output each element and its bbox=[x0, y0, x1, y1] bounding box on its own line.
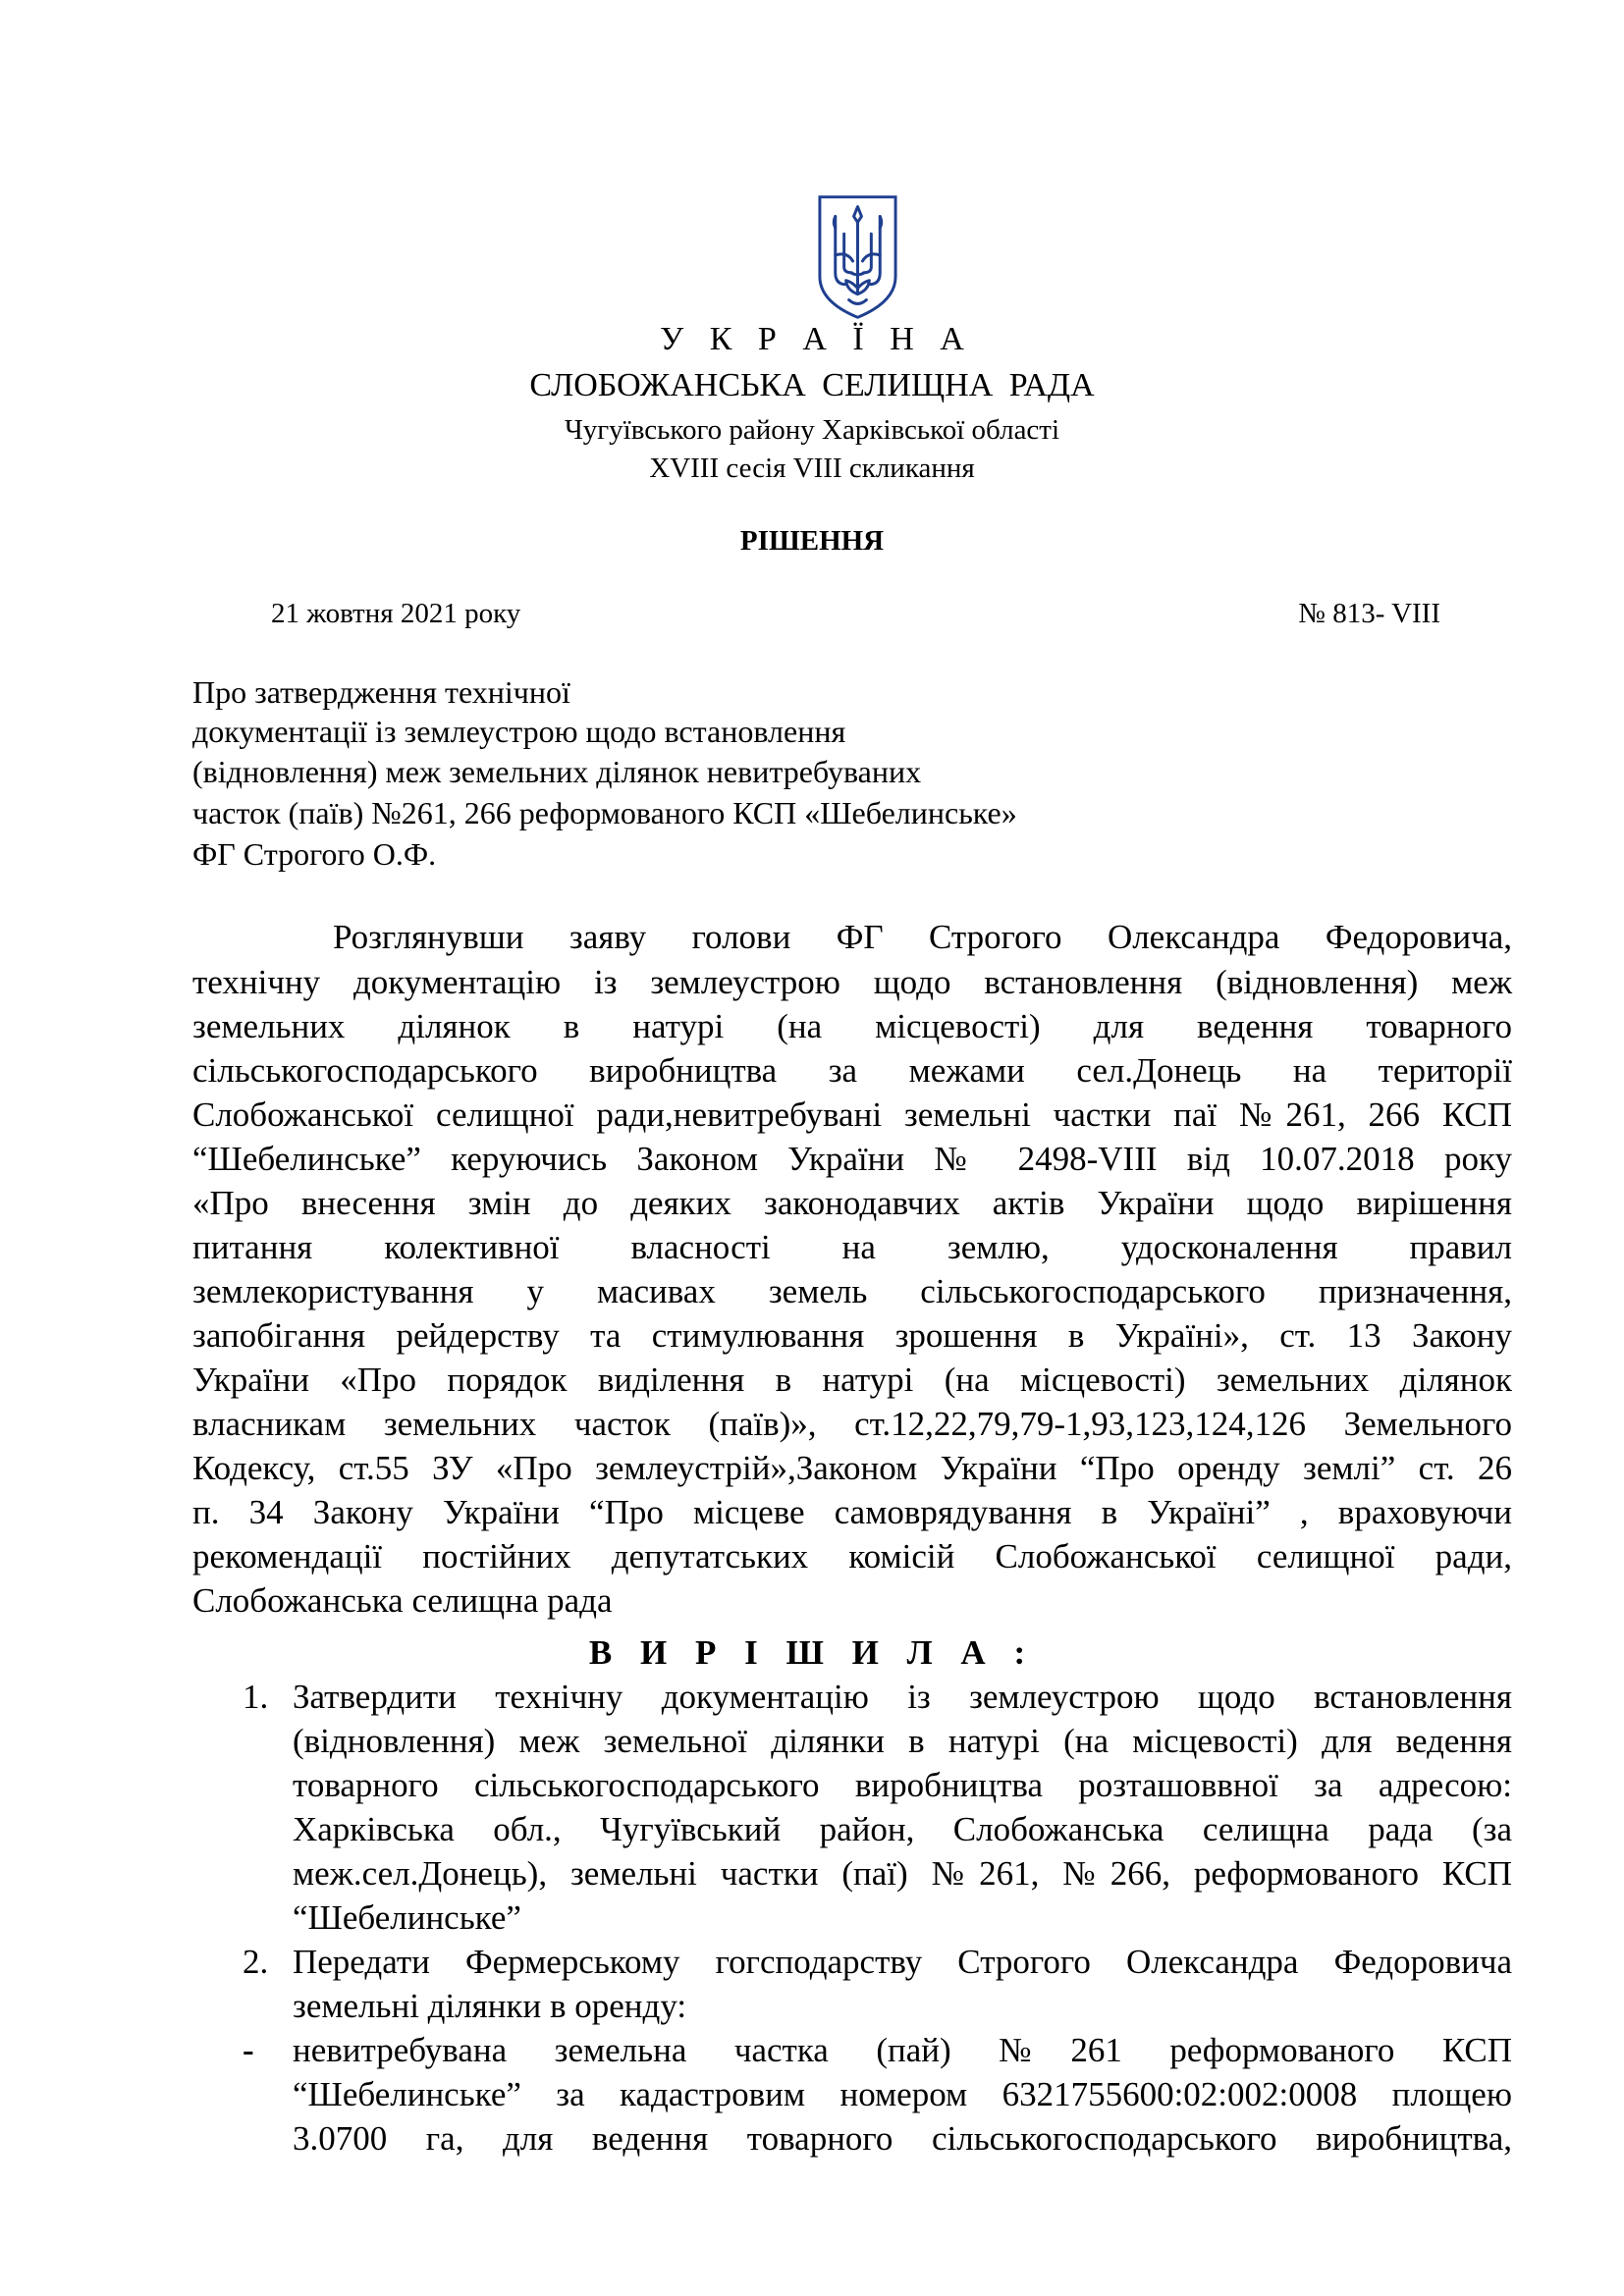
list-item-line: (відновлення) меж земельної ділянки в натурі (на місцевості) для ведення bbox=[293, 1722, 1512, 1760]
coat-of-arms-icon bbox=[814, 192, 901, 322]
list-item-line: товарного сільськогосподарського виробництва розташоввної за адресою: bbox=[293, 1766, 1512, 1804]
list-item-line: “Шебелинське” bbox=[293, 1898, 521, 1937]
council-heading: СЛОБОЖАНСЬКА СЕЛИЩНА РАДА bbox=[529, 367, 1095, 403]
list-item-number: 1. bbox=[243, 1678, 269, 1716]
document-type-heading: РІШЕННЯ bbox=[739, 525, 885, 557]
decision-number: № 813- VIII bbox=[1298, 598, 1440, 629]
preamble-line: України «Про порядок виділення в натурі (на місцевості) земельних ділянок bbox=[192, 1361, 1512, 1399]
preamble-line: власникам земельних часток (паїв)», ст.12,22,79,79-1,93,123,124,126 Земельного bbox=[192, 1405, 1512, 1443]
preamble-line: п. 34 Закону України “Про місцеве самоврядування в Україні” , враховуючи bbox=[192, 1493, 1512, 1531]
subject-line: документації із землеустрою щодо встановлення bbox=[192, 714, 846, 749]
subject-line: (відновлення) меж земельних ділянок невитребуваних bbox=[192, 754, 922, 789]
list-item-line: Затвердити технічну документацію із землеустрою щодо встановлення bbox=[293, 1678, 1512, 1716]
list-item-line: невитребувана земельна частка (пай) №261 реформованого КСП bbox=[293, 2031, 1512, 2069]
subject-line: Про затвердження технічної bbox=[192, 674, 570, 710]
list-item-dash: - bbox=[243, 2031, 254, 2069]
session-line: XVIII сесія VIII скликання bbox=[649, 453, 975, 484]
preamble-line: запобігання рейдерству та стимулювання зрошення в Україні», ст. 13 Закону bbox=[192, 1316, 1512, 1355]
preamble-line: «Про внесення змін до деяких законодавчих актів України щодо вирішення bbox=[192, 1184, 1512, 1222]
resolved-heading: В И Р І Ш И Л А : bbox=[588, 1633, 1036, 1672]
preamble-line: Кодексу, ст.55 ЗУ «Про землеустрій»,Законом України “Про оренду землі” ст. 26 bbox=[192, 1449, 1512, 1487]
district-line: Чугуївського району Харківської області bbox=[564, 414, 1060, 446]
preamble-line: сільськогосподарського виробництва за межами сел.Донець на території bbox=[192, 1051, 1512, 1090]
list-item-number: 2. bbox=[243, 1943, 269, 1981]
list-item-line: Харківська обл., Чугуївський район, Слобожанська селищна рада (за bbox=[293, 1810, 1512, 1848]
preamble-line: Слобожанської селищної ради,невитребувані земельні частки паї №261, 266 КСП bbox=[192, 1095, 1512, 1134]
preamble-line: землекористування у масивах земель сільськогосподарського призначення, bbox=[192, 1272, 1512, 1310]
decision-date: 21 жовтня 2021 року bbox=[271, 598, 521, 629]
preamble-line: рекомендації постійних депутатських комісій Слобожанської селищної ради, bbox=[192, 1537, 1512, 1575]
preamble-line: “Шебелинське” керуючись Законом України № 2498-VIII від 10.07.2018 року bbox=[192, 1140, 1512, 1178]
list-item-line: Передати Фермерському гогсподарству Строгого Олександра Федоровича bbox=[293, 1943, 1512, 1981]
preamble-line: земельних ділянок в натурі (на місцевості) для ведення товарного bbox=[192, 1007, 1512, 1045]
list-item-line: земельні ділянки в оренду: bbox=[293, 1987, 687, 2025]
list-item-line: меж.сел.Донець), земельні частки (паї) №261, №266, реформованого КСП bbox=[293, 1854, 1512, 1893]
preamble-line: Слобожанська селищна рада bbox=[192, 1581, 613, 1620]
list-item-line: 3.0700 га, для ведення товарного сільськогосподарського виробництва, bbox=[293, 2119, 1512, 2158]
subject-line: часток (паїв) №261, 266 реформованого КСП «Шебелинське» bbox=[192, 795, 1017, 830]
preamble-line: технічну документацію із землеустрою щодо встановлення (відновлення) меж bbox=[192, 963, 1512, 1001]
list-item-line: “Шебелинське” за кадастровим номером 6321755600:02:002:0008 площею bbox=[293, 2075, 1512, 2113]
preamble-line: Розглянувши заяву голови ФГ Строгого Олександра Федоровича, bbox=[333, 918, 1512, 956]
country-heading: У К Р А Ї Н А bbox=[660, 321, 973, 357]
subject-line: ФГ Строгого О.Ф. bbox=[192, 836, 437, 872]
preamble-line: питання колективної власності на землю, удосконалення правил bbox=[192, 1228, 1512, 1266]
